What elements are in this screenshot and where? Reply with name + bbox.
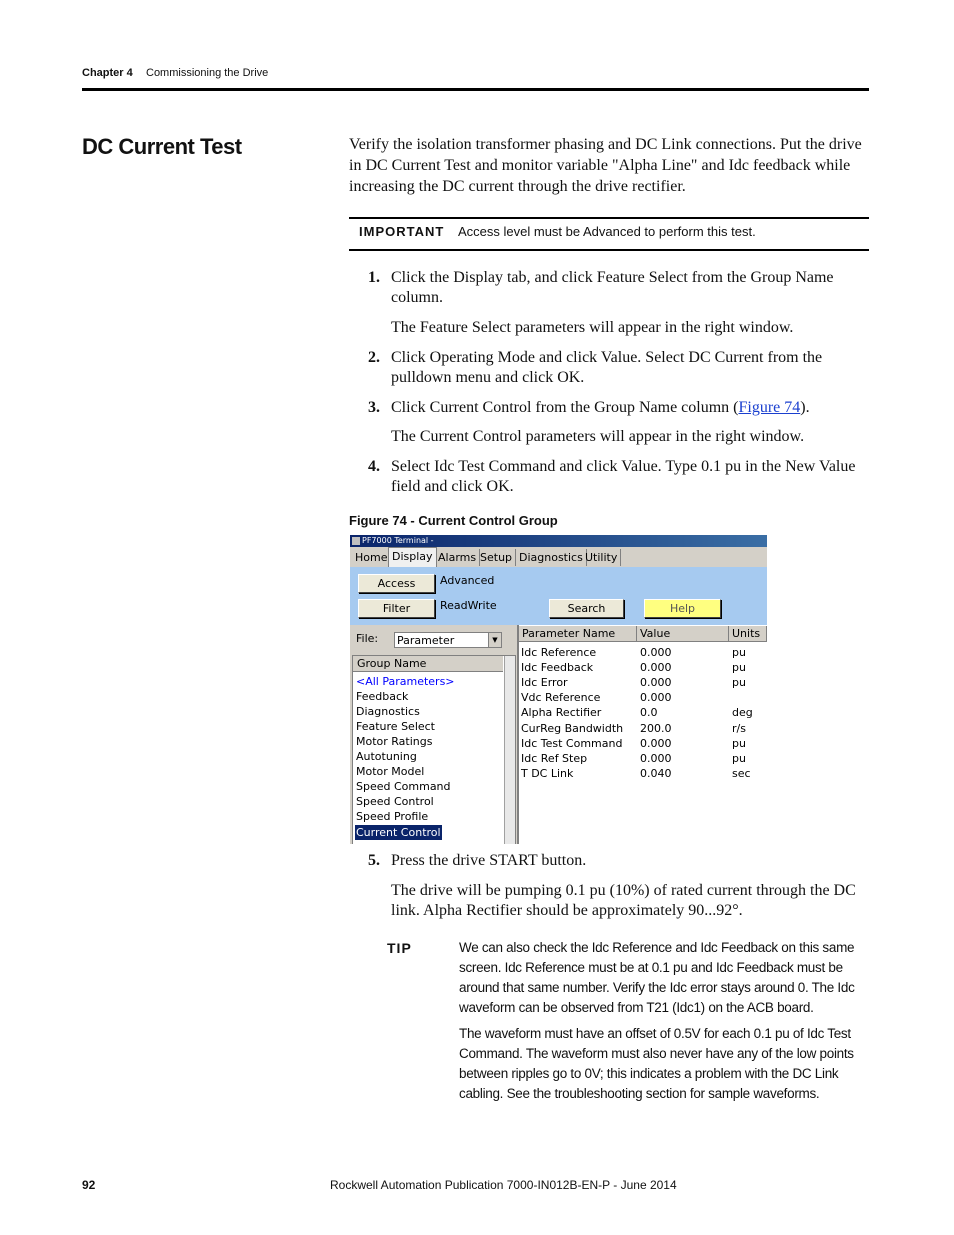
- param-value-cell[interactable]: 0.000: [640, 661, 672, 675]
- filter-value: ReadWrite: [440, 599, 497, 612]
- tip-paragraph-1: We can also check the Idc Reference and Idc Feedback on this same screen. Idc Reference must be at 0.1 pu and Idc Feedback must be around that same number. Verify the Idc error stays around 0. The Idc waveform can be observed from T21 (Idc1) on the ACB board.: [459, 940, 855, 1015]
- step-text: [391, 398, 866, 418]
- param-value-cell[interactable]: 0.000: [640, 691, 672, 705]
- file-select[interactable]: [394, 632, 502, 648]
- group-item[interactable]: Speed Profile: [356, 810, 429, 823]
- param-name-cell[interactable]: CurReg Bandwidth: [521, 721, 624, 735]
- step-text-before: Click Current Control from the Group Name column (: [391, 399, 739, 416]
- param-units-cell[interactable]: r/s: [732, 721, 746, 735]
- help-button[interactable]: Help: [644, 599, 721, 618]
- important-label: IMPORTANT: [359, 224, 445, 239]
- param-name-cell[interactable]: Idc Feedback: [521, 661, 594, 675]
- param-name-cell[interactable]: Idc Ref Step: [521, 751, 588, 765]
- tab-alarms[interactable]: Alarms: [435, 549, 480, 566]
- tab-home[interactable]: Home: [352, 549, 391, 566]
- param-name-cell[interactable]: Idc Error: [521, 676, 568, 690]
- important-text: Access level must be Advanced to perform this test.: [458, 224, 756, 239]
- step-5-note: The drive will be pumping 0.1 pu (10%) of rated current through the DC link. Alpha Rectifier should be approximately 90...92°.: [391, 882, 856, 919]
- filter-button[interactable]: Filter: [358, 599, 435, 618]
- group-name-list: [352, 655, 516, 844]
- step-number: 1.: [368, 269, 380, 286]
- access-value: Advanced: [440, 574, 495, 587]
- group-item[interactable]: Autotuning: [356, 750, 417, 763]
- column-header-units[interactable]: Units: [729, 626, 767, 642]
- step-text-after: ).: [800, 399, 810, 416]
- important-box: [349, 217, 869, 251]
- step-text: Click Operating Mode and click Value. Select DC Current from the pulldown menu and click OK.: [391, 349, 823, 386]
- param-name-cell[interactable]: Vdc Reference: [521, 691, 601, 705]
- param-value-cell[interactable]: 0.000: [640, 646, 672, 659]
- intro-paragraph: Verify the isolation transformer phasing and DC Link connections. Put the drive in DC Current Test and monitor variable "Alpha Line" and Idc feedback while increasing the DC current through the drive rectifier.: [349, 136, 862, 195]
- file-value: Parameter: [397, 634, 455, 647]
- figure-74-link[interactable]: Figure 74: [738, 399, 801, 416]
- group-item[interactable]: Feature Select: [356, 720, 435, 733]
- param-value-cell[interactable]: 0.0: [640, 706, 658, 720]
- param-units-cell[interactable]: pu: [732, 751, 746, 765]
- group-name-header[interactable]: Group Name: [353, 656, 503, 672]
- step-number: 4.: [368, 458, 380, 475]
- step-text: Click the Display tab, and click Feature Select from the Group Name column.: [391, 269, 834, 306]
- access-panel: [350, 567, 767, 625]
- step-text: Press the drive START button.: [391, 852, 587, 869]
- tip-paragraph-2: The waveform must have an offset of 0.5V for each 0.1 pu of Idc Test Command. The waveform must also never have any of the low points between ripples go to 0V; this indicates a problem with the DC Link cabling. See the troubleshooting section for sample waveforms.: [459, 1026, 854, 1101]
- terminal-screenshot: [350, 535, 767, 844]
- column-header-name[interactable]: Parameter Name: [519, 626, 637, 642]
- column-header-value[interactable]: Value: [637, 626, 729, 642]
- parameter-table: [517, 625, 767, 844]
- chapter-label: Chapter 4: [82, 67, 133, 79]
- group-item[interactable]: Diagnostics: [356, 705, 420, 718]
- access-button[interactable]: Access: [358, 574, 435, 593]
- param-value-cell[interactable]: 0.000: [640, 751, 672, 765]
- chapter-title: Commissioning the Drive: [146, 67, 269, 79]
- publication-info: Rockwell Automation Publication 7000-IN012B-EN-P - June 2014: [330, 1178, 677, 1192]
- param-name-cell[interactable]: T DC Link: [521, 766, 574, 780]
- param-name-cell[interactable]: Idc Test Command: [521, 736, 623, 750]
- param-value-cell[interactable]: 0.040: [640, 766, 672, 780]
- step-number: 3.: [368, 399, 380, 416]
- tip-label: TIP: [387, 940, 412, 956]
- param-units-cell[interactable]: sec: [732, 766, 751, 780]
- file-label: File:: [356, 632, 379, 645]
- step-number: 5.: [368, 852, 380, 869]
- group-item[interactable]: Speed Command: [356, 780, 451, 793]
- param-value-cell[interactable]: 200.0: [640, 721, 672, 735]
- group-scrollbar[interactable]: [504, 656, 515, 844]
- group-item[interactable]: Motor Ratings: [356, 735, 433, 748]
- group-item-selected[interactable]: Current Control: [356, 826, 441, 839]
- param-units-cell[interactable]: pu: [732, 646, 746, 659]
- param-value-cell[interactable]: 0.000: [640, 676, 672, 690]
- param-units-cell[interactable]: pu: [732, 736, 746, 750]
- param-value-cell[interactable]: 0.000: [640, 736, 672, 750]
- group-item[interactable]: Feedback: [356, 690, 409, 703]
- group-item[interactable]: Speed Control: [356, 795, 434, 808]
- tab-diagnostics[interactable]: Diagnostics: [516, 549, 587, 566]
- page-number: 92: [82, 1178, 96, 1192]
- group-item[interactable]: Motor Model: [356, 765, 425, 778]
- app-icon: [352, 537, 360, 545]
- step-1-note: The Feature Select parameters will appear in the right window.: [391, 319, 794, 336]
- group-item[interactable]: <All Parameters>: [356, 675, 455, 688]
- window-title: PF7000 Terminal -: [362, 536, 434, 545]
- param-name-cell[interactable]: Idc Reference: [521, 646, 597, 659]
- tab-display[interactable]: Display: [388, 547, 437, 567]
- step-number: 2.: [368, 349, 380, 366]
- step-3-note: The Current Control parameters will appear in the right window.: [391, 428, 805, 445]
- tab-setup[interactable]: Setup: [477, 549, 516, 566]
- param-units-cell[interactable]: pu: [732, 661, 746, 675]
- param-name-cell[interactable]: Alpha Rectifier: [521, 706, 602, 720]
- step-text: Select Idc Test Command and click Value. Type 0.1 pu in the New Value field and click OK.: [391, 458, 856, 495]
- figure-caption: Figure 74 - Current Control Group: [349, 513, 558, 528]
- param-units-cell[interactable]: pu: [732, 676, 746, 690]
- chevron-down-icon[interactable]: ▼: [488, 633, 501, 647]
- header-rule: [82, 88, 869, 91]
- window-title-bar: [350, 535, 767, 547]
- param-units-cell[interactable]: deg: [732, 706, 753, 720]
- tab-utility[interactable]: Utility: [582, 549, 621, 566]
- tab-bar: [350, 547, 767, 567]
- search-button[interactable]: Search: [549, 599, 624, 618]
- section-title: DC Current Test: [82, 134, 242, 159]
